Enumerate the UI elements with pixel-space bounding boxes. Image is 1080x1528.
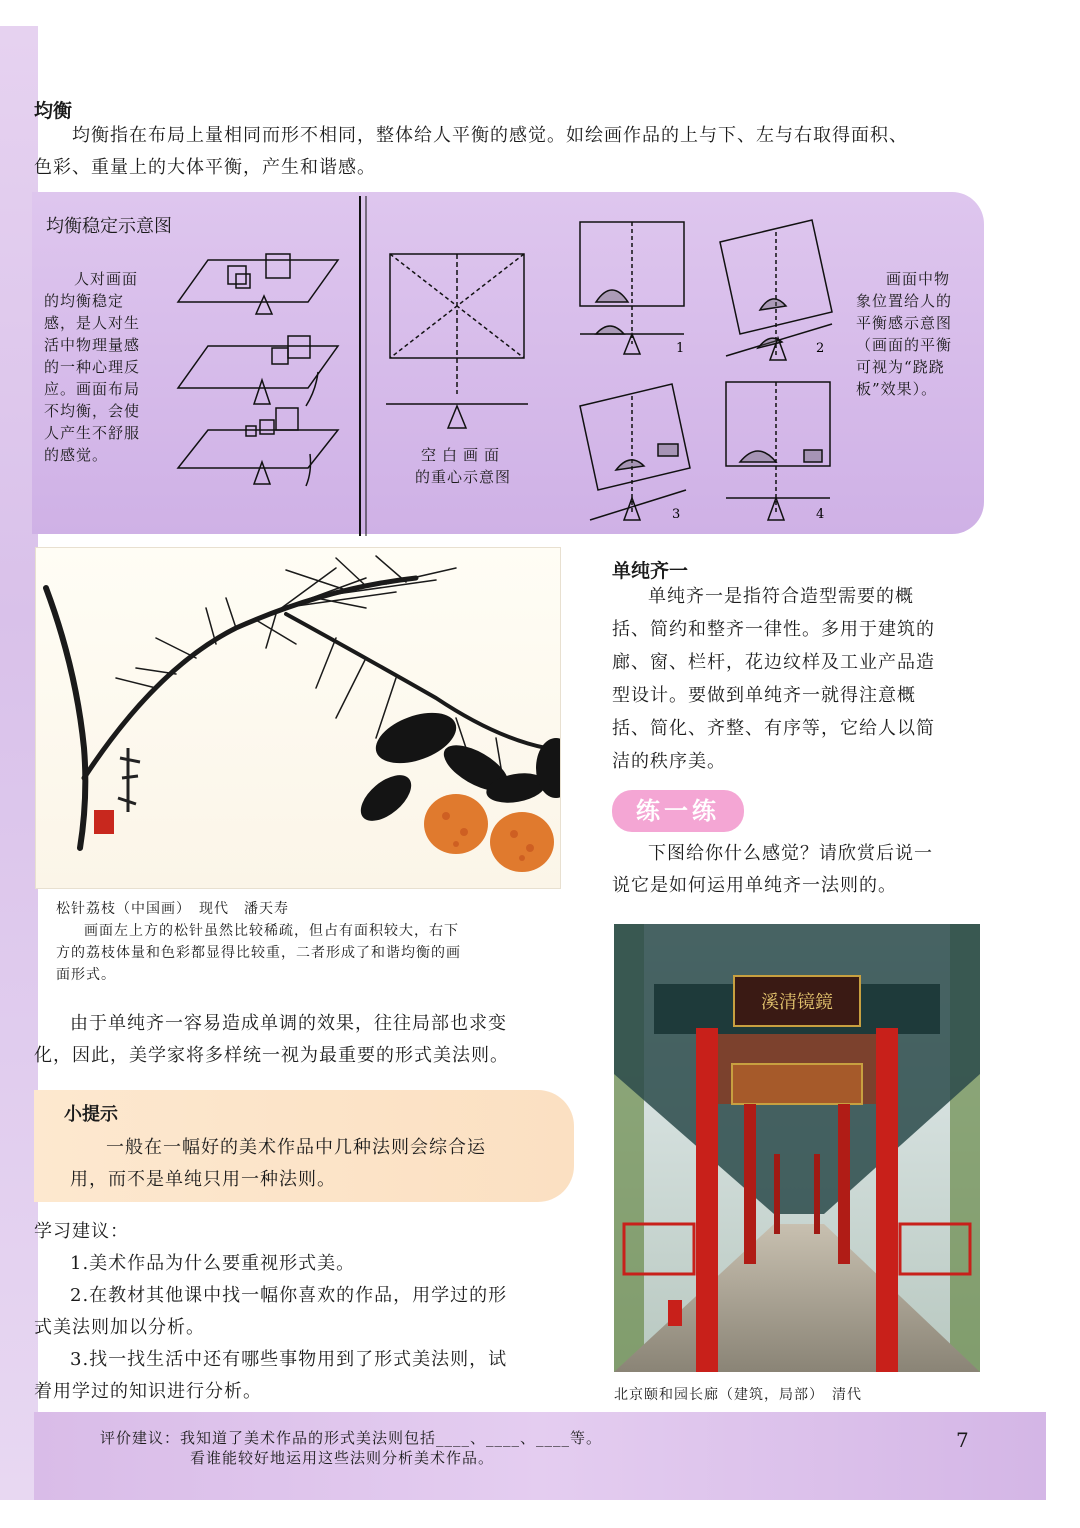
unity-line: 由于单纯齐一容易造成单调的效果，往往局部也求变: [70, 1013, 507, 1034]
left-note-line: 的一种心理反: [44, 358, 141, 376]
right-note-line: 平衡感示意图: [856, 314, 953, 332]
tip-line: 用，而不是单纯只用一种法则。: [70, 1169, 336, 1190]
seesaw-label-1: 1: [676, 341, 685, 356]
right-note-line: 板”效果）。: [856, 380, 938, 398]
plaque-text: 溪清镜鏡: [761, 992, 833, 1013]
diagram-left-note: [44, 268, 160, 466]
left-note-line: 应。画面布局: [44, 380, 141, 398]
right-note-line: 画面中物: [886, 270, 951, 288]
right-note-line: 象位置给人的: [856, 292, 953, 310]
tip-line: 一般在一幅好的美术作品中几种法则会综合运: [106, 1137, 486, 1158]
painting-caption-line: 方的荔枝体量和色彩都显得比较重，二者形成了和谐均衡的画: [56, 945, 461, 961]
painting-caption-title: 松针荔枝（中国画） 现代 潘天寿: [56, 901, 289, 917]
study-item: 着用学过的知识进行分析。: [34, 1381, 262, 1402]
left-note-line: 人产生不舒服: [44, 424, 141, 442]
study-heading: 学习建议：: [34, 1221, 129, 1242]
tip-paragraph: [70, 1132, 560, 1196]
block: [288, 336, 310, 358]
block: [266, 254, 290, 278]
left-note-line: 不均衡，会使: [44, 402, 141, 420]
simplicity-line: 洁的秩序美。: [612, 751, 726, 772]
seesaw-diagrams: [576, 214, 840, 524]
red-pillar: [876, 1028, 898, 1372]
left-note-line: 的感觉。: [44, 446, 109, 464]
pine-lychee-painting: [36, 548, 560, 888]
practice-paragraph: [612, 838, 992, 902]
study-item: 式美法则加以分析。: [34, 1317, 205, 1338]
tilt-arrow: [306, 454, 311, 486]
block: [228, 266, 246, 284]
left-note-line: 人对画面: [74, 270, 139, 288]
study-list: [34, 1248, 594, 1408]
corridor-illustration: [614, 924, 980, 1372]
diagram-right-note: [856, 268, 968, 400]
middle-caption-line: 空白画面: [420, 446, 505, 464]
blank-frame-diagram: [380, 244, 540, 434]
seesaw-label-4: 4: [816, 507, 825, 522]
plane-1: [178, 260, 338, 302]
unity-line: 化，因此，美学家将多样统一视为最重要的形式美法则。: [34, 1045, 509, 1066]
fulcrum-1: [256, 296, 272, 314]
simplicity-line: 括、简约和整齐一律性。多用于建筑的: [612, 619, 935, 640]
page-number: 7: [956, 1428, 969, 1452]
block: [236, 274, 250, 288]
middle-caption: [398, 444, 528, 488]
right-note-line: 可视为“跷跷: [856, 358, 945, 376]
simplicity-heading: 单纯齐一: [612, 560, 689, 582]
left-note-line: 的均衡稳定: [44, 292, 125, 310]
simplicity-line: 型设计。要做到单纯齐一就得注意概: [612, 685, 916, 706]
left-note-line: 感，是人对生: [44, 314, 141, 332]
evaluation-line-1: 评价建议：我知道了美术作品的形式美法则包括____、____、____等。: [100, 1429, 603, 1447]
painting-caption-body: [56, 920, 566, 986]
signature: [118, 748, 140, 812]
middle-caption-line: 的重心示意图: [414, 468, 511, 486]
fulcrum-3: [254, 462, 270, 484]
painting-caption-line: 面形式。: [56, 967, 116, 983]
evaluation-line-2: 看谁能较好地运用这些法则分析美术作品。: [190, 1449, 495, 1467]
simplicity-line: 括、简化、齐整、有序等，它给人以简: [612, 718, 935, 739]
practice-badge: 练一练: [612, 790, 744, 832]
block: [272, 348, 288, 364]
seesaw-label-3: 3: [672, 507, 681, 522]
seal-stamp: [94, 810, 114, 834]
balance-paragraph-line-2: 色彩、重量上的大体平衡，产生和谐感。: [34, 157, 376, 178]
block: [260, 420, 274, 434]
practice-line: 下图给你什么感觉？请欣赏后说一: [648, 843, 933, 864]
long-corridor-photo: [614, 924, 980, 1372]
fulcrum-2: [254, 380, 270, 404]
unity-paragraph: [34, 1008, 594, 1072]
simplicity-line: 单纯齐一是指符合造型需要的概: [648, 586, 914, 607]
painted-panel: [732, 1064, 862, 1104]
block: [276, 408, 298, 430]
trash-bin: [668, 1300, 682, 1326]
tip-heading: 小提示: [64, 1104, 118, 1125]
simplicity-line: 廊、窗、栏杆，花边纹样及工业产品造: [612, 652, 935, 673]
seesaw-label-2: 2: [816, 341, 825, 356]
block: [246, 426, 256, 436]
red-pillar: [696, 1028, 718, 1372]
lychee: [490, 812, 554, 872]
practice-line: 说它是如何运用单纯齐一法则的。: [612, 875, 897, 896]
plane-2: [178, 346, 338, 388]
panel-divider: [358, 196, 370, 536]
photo-caption: 北京颐和园长廊（建筑，局部） 清代: [614, 1387, 862, 1403]
balance-heading: 均衡: [34, 100, 73, 122]
frame-3: [580, 384, 690, 490]
painting-caption-line: 画面左上方的松针虽然比较稀疏，但占有面积较大，右下: [84, 923, 459, 939]
fulcrum: [448, 406, 466, 428]
balance-paragraph-line-1: 均衡指在布局上量相同而形不相同，整体给人平衡的感觉。如绘画作品的上与下、左与右取得面积、: [72, 125, 908, 146]
study-item: 2.在教材其他课中找一幅你喜欢的作品，用学过的形: [70, 1285, 508, 1306]
plane-3: [178, 430, 338, 468]
painting-illustration: [36, 548, 560, 888]
right-note-line: （画面的平衡: [856, 336, 953, 354]
simplicity-paragraph: [612, 580, 984, 778]
study-item: 1.美术作品为什么要重视形式美。: [70, 1253, 356, 1274]
stability-diagrams: [168, 240, 348, 500]
study-item: 3.找一找生活中还有哪些事物用到了形式美法则，试: [70, 1349, 508, 1370]
left-note-line: 活中物理量感: [44, 336, 141, 354]
diagram-panel-title: 均衡稳定示意图: [46, 216, 172, 237]
